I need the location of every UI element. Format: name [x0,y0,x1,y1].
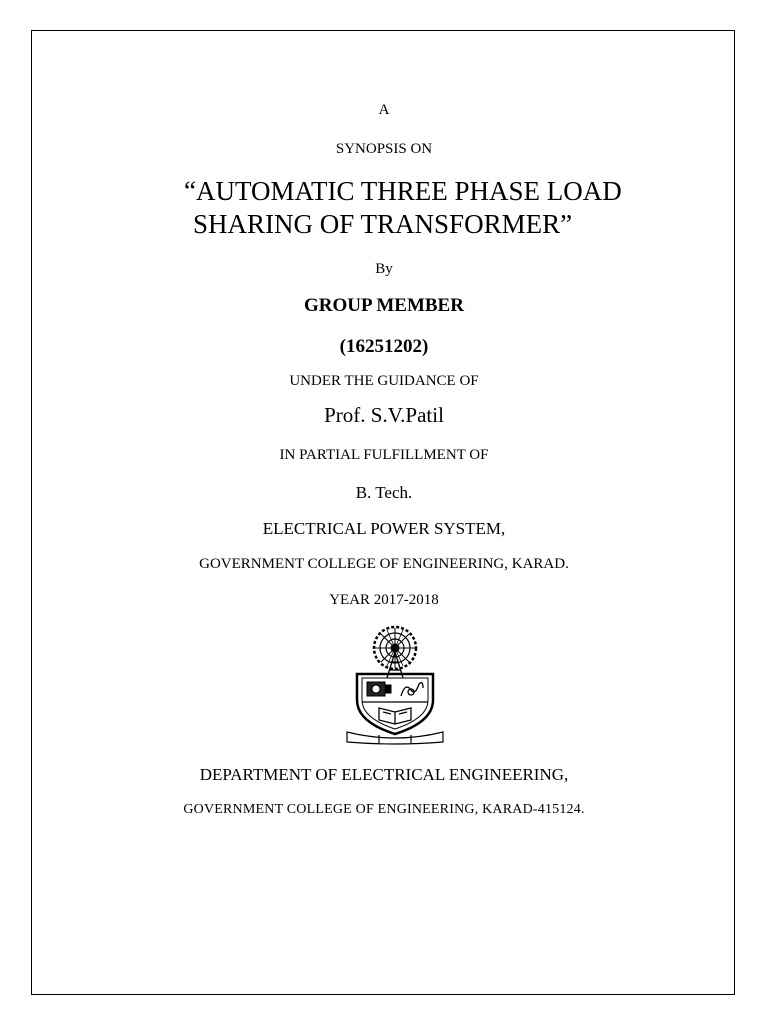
degree: B. Tech. [355,483,413,502]
branch: ELECTRICAL POWER SYSTEM, [262,519,506,538]
partial-fulfillment-label: IN PARTIAL FULFILLMENT OF [279,447,489,463]
guide-name: Prof. S.V.Patil [324,403,444,427]
title-line-1: “AUTOMATIC THREE PHASE LOAD [184,176,622,206]
college-name: GOVERNMENT COLLEGE OF ENGINEERING, KARAD. [199,556,569,572]
title-line-2: SHARING OF TRANSFORMER” [193,209,573,239]
group-member-heading: GROUP MEMBER [304,295,464,316]
roll-number: (16251202) [339,336,429,357]
coil-icon [401,683,423,696]
under-guidance-label: UNDER THE GUIDANCE OF [289,373,479,389]
synopsis-on-label: SYNOPSIS ON [335,141,433,157]
synopsis-title [178,175,622,241]
academic-year: YEAR 2017-2018 [329,592,439,608]
by-label: By [375,261,393,277]
article-a: A [378,102,390,118]
department-name: DEPARTMENT OF ELECTRICAL ENGINEERING, [199,765,569,784]
book-icon [379,708,411,724]
college-emblem-icon [345,622,445,746]
college-address: GOVERNMENT COLLEGE OF ENGINEERING, KARAD-415124. [183,802,585,817]
gear-icon [374,627,416,669]
machine-icon [367,682,391,696]
